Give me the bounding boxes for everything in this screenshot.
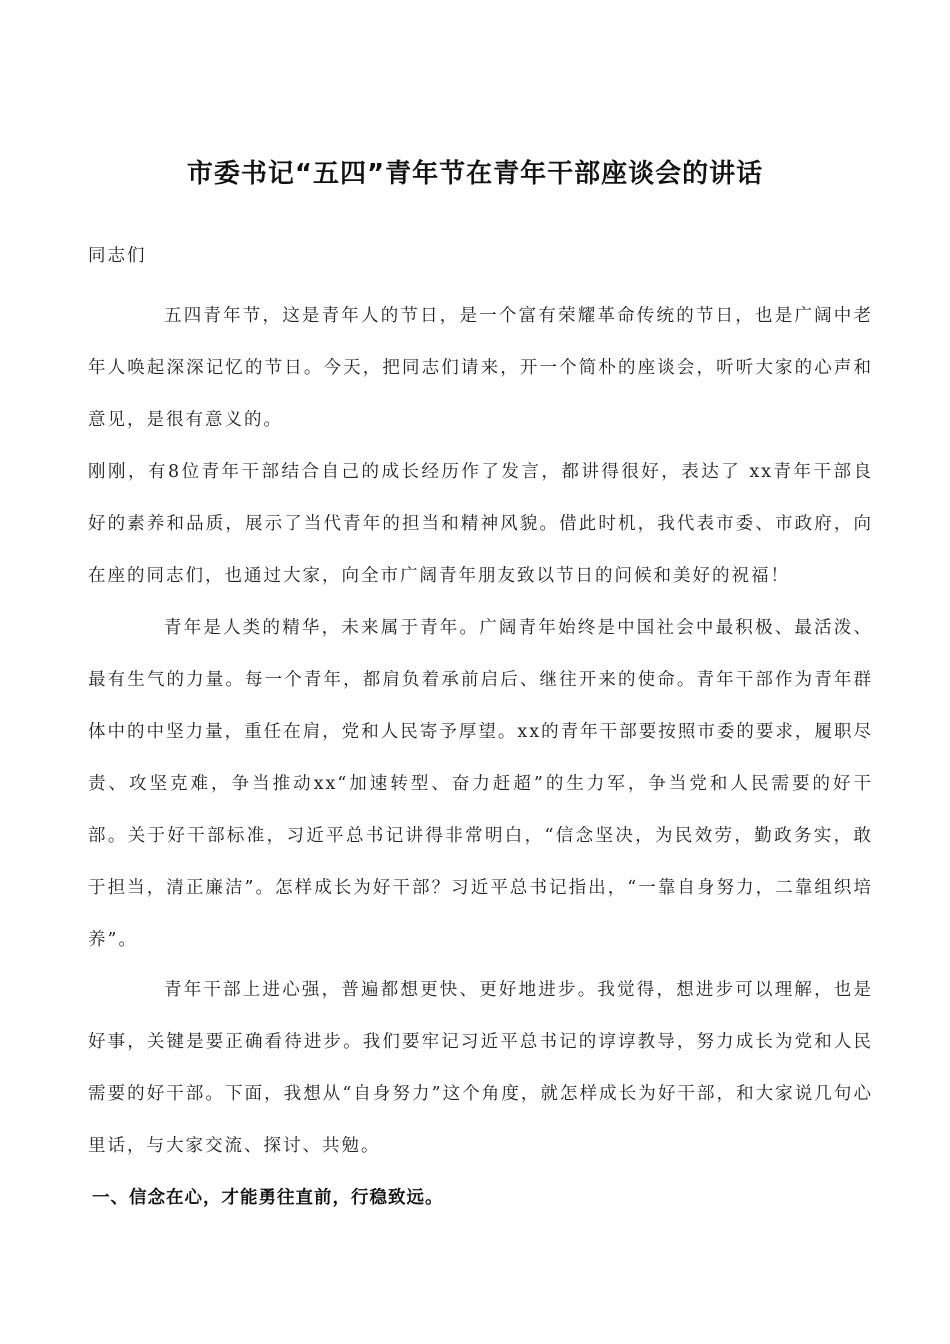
paragraph-4: 青年干部上进心强，普遍都想更快、更好地进步。我觉得，想进步可以理解，也是好事，关键是要正确看待进步。我们要牢记习近平总书记的谆谆教导，努力成长为党和人民需要的好干部。下面，我想从“自身努力”这个角度，就怎样成长为好干部，和大家说几句心里话，与大家交流、探讨、共勉。 [88,980,873,1156]
paragraph-3: 青年是人类的精华，未来属于青年。广阔青年始终是中国社会中最积极、最活泼、最有生气的力量。每一个青年，都肩负着承前启后、继往开来的使命。青年干部作为青年群体中的中坚力量，重任在肩，党和人民寄予厚望。xx的青年干部要按照市委的要求，履职尽责、攻坚克难，争当推动xx“加速转型、奋力赶超”的生力军，争当党和人民需要的好干部。关于好干部标准，习近平总书记讲得非常明白，“信念坚决，为民效劳，勤政务实，敢于担当，清正廉洁”。怎样成长为好干部？习近平总书记指出，“一靠自身努力，二靠组织培养”。 [88,618,873,950]
paragraph-1: 五四青年节，这是青年人的节日，是一个富有荣耀革命传统的节日，也是广阔中老年人唤起深深记忆的节日。今天，把同志们请来，开一个简朴的座谈会，听听大家的心声和意见，是很有意义的。 [88,306,873,430]
section-heading-1: 一、信念在心，才能勇往直前，行稳致远。 [92,1188,444,1208]
paragraph-2: 刚刚，有8位青年干部结合自己的成长经历作了发言，都讲得很好，表达了 xx青年干部良好的素养和品质，展示了当代青年的担当和精神风貌。借此时机，我代表市委、市政府，向在座的同志们，也通过大家，向全市广阔青年朋友致以节日的问候和美好的祝福！ [88,462,873,586]
salutation: 同志们 [88,246,147,266]
document-title: 市委书记“五四”青年节在青年干部座谈会的讲话 [186,159,764,189]
